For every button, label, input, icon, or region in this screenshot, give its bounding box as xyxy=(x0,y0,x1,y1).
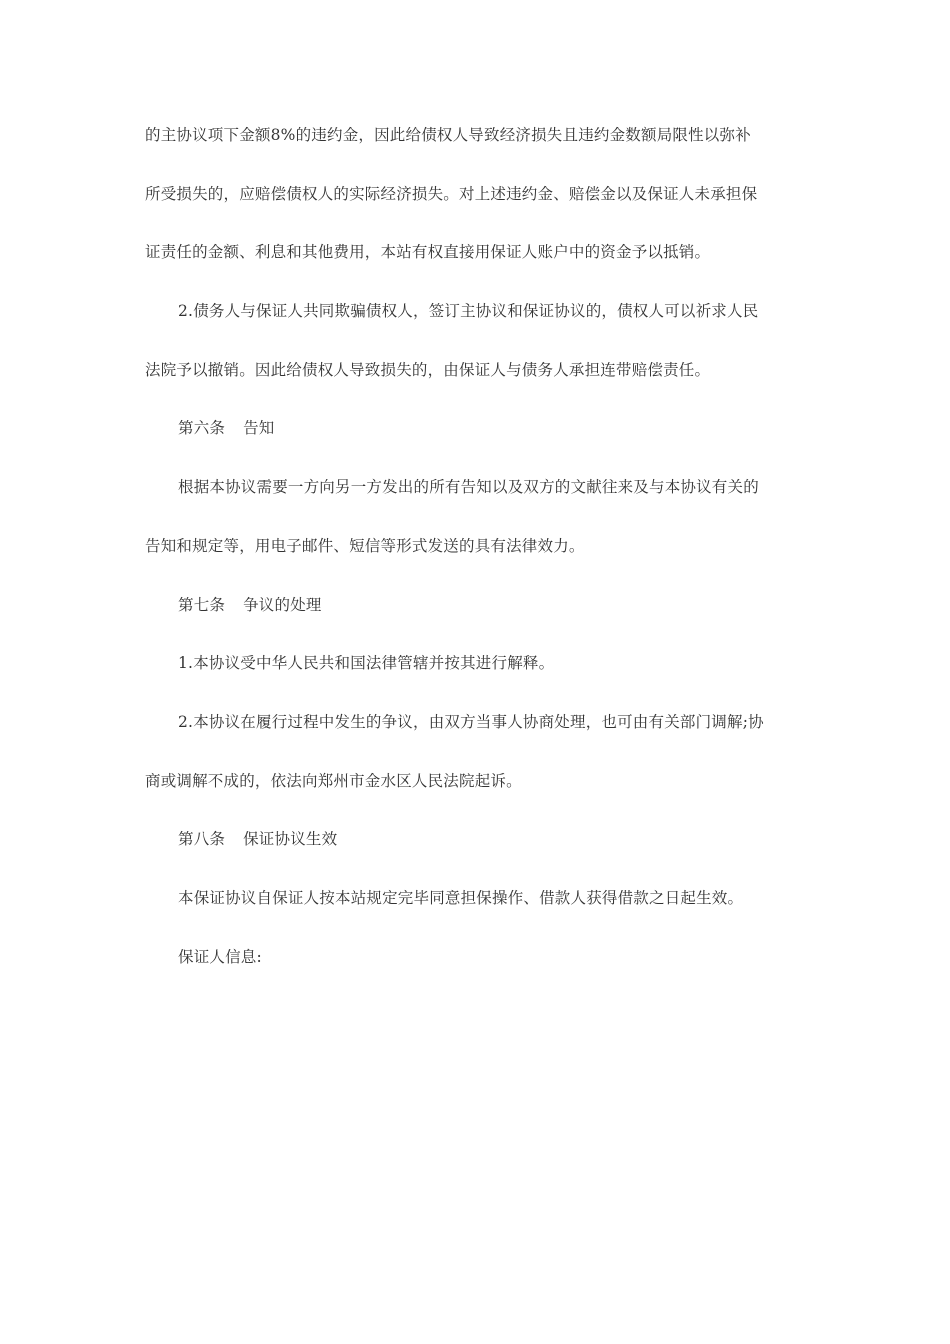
paragraph-line: 2.本协议在履行过程中发生的争议，由双方当事人协商处理，也可由有关部门调解;协 xyxy=(178,712,764,731)
paragraph-line: 证责任的金额、利息和其他费用，本站有权直接用保证人账户中的资金予以抵销。 xyxy=(145,243,711,262)
article-number: 第八条 xyxy=(178,830,226,849)
article-title: 告知 xyxy=(243,419,275,438)
paragraph-line: 1.本协议受中华人民共和国法律管辖并按其进行解释。 xyxy=(178,654,555,673)
article-6-heading xyxy=(145,405,805,464)
paragraph-line: 2.债务人与保证人共同欺骗债权人，签订主协议和保证协议的，债权人可以祈求人民 xyxy=(178,302,759,321)
paragraph-line: 本保证协议自保证人按本站规定完毕同意担保操作、借款人获得借款之日起生效。 xyxy=(178,888,744,907)
paragraph-line: 根据本协议需要一方向另一方发出的所有告知以及双方的文献往来及与本协议有关的 xyxy=(178,478,759,497)
paragraph-line: 所受损失的，应赔偿债权人的实际经济损失。对上述违约金、赔偿金以及保证人未承担保 xyxy=(145,184,758,203)
paragraph-line: 法院予以撤销。因此给债权人导致损失的，由保证人与债务人承担连带赔偿责任。 xyxy=(145,360,711,379)
article-8-heading xyxy=(145,816,805,875)
guarantor-info-label: 保证人信息: xyxy=(178,947,262,966)
document-body xyxy=(145,112,805,992)
paragraph-line: 商或调解不成的，依法向郑州市金水区人民法院起诉。 xyxy=(145,771,522,790)
article-7-heading xyxy=(145,582,805,641)
paragraph-line: 告知和规定等，用电子邮件、短信等形式发送的具有法律效力。 xyxy=(145,536,585,555)
article-title: 争议的处理 xyxy=(243,595,322,614)
article-number: 第六条 xyxy=(178,419,226,438)
article-title: 保证协议生效 xyxy=(243,830,338,849)
paragraph-line: 的主协议项下金额8%的违约金，因此给债权人导致经济损失且违约金数额局限性以弥补 xyxy=(145,126,751,144)
article-number: 第七条 xyxy=(178,595,226,614)
